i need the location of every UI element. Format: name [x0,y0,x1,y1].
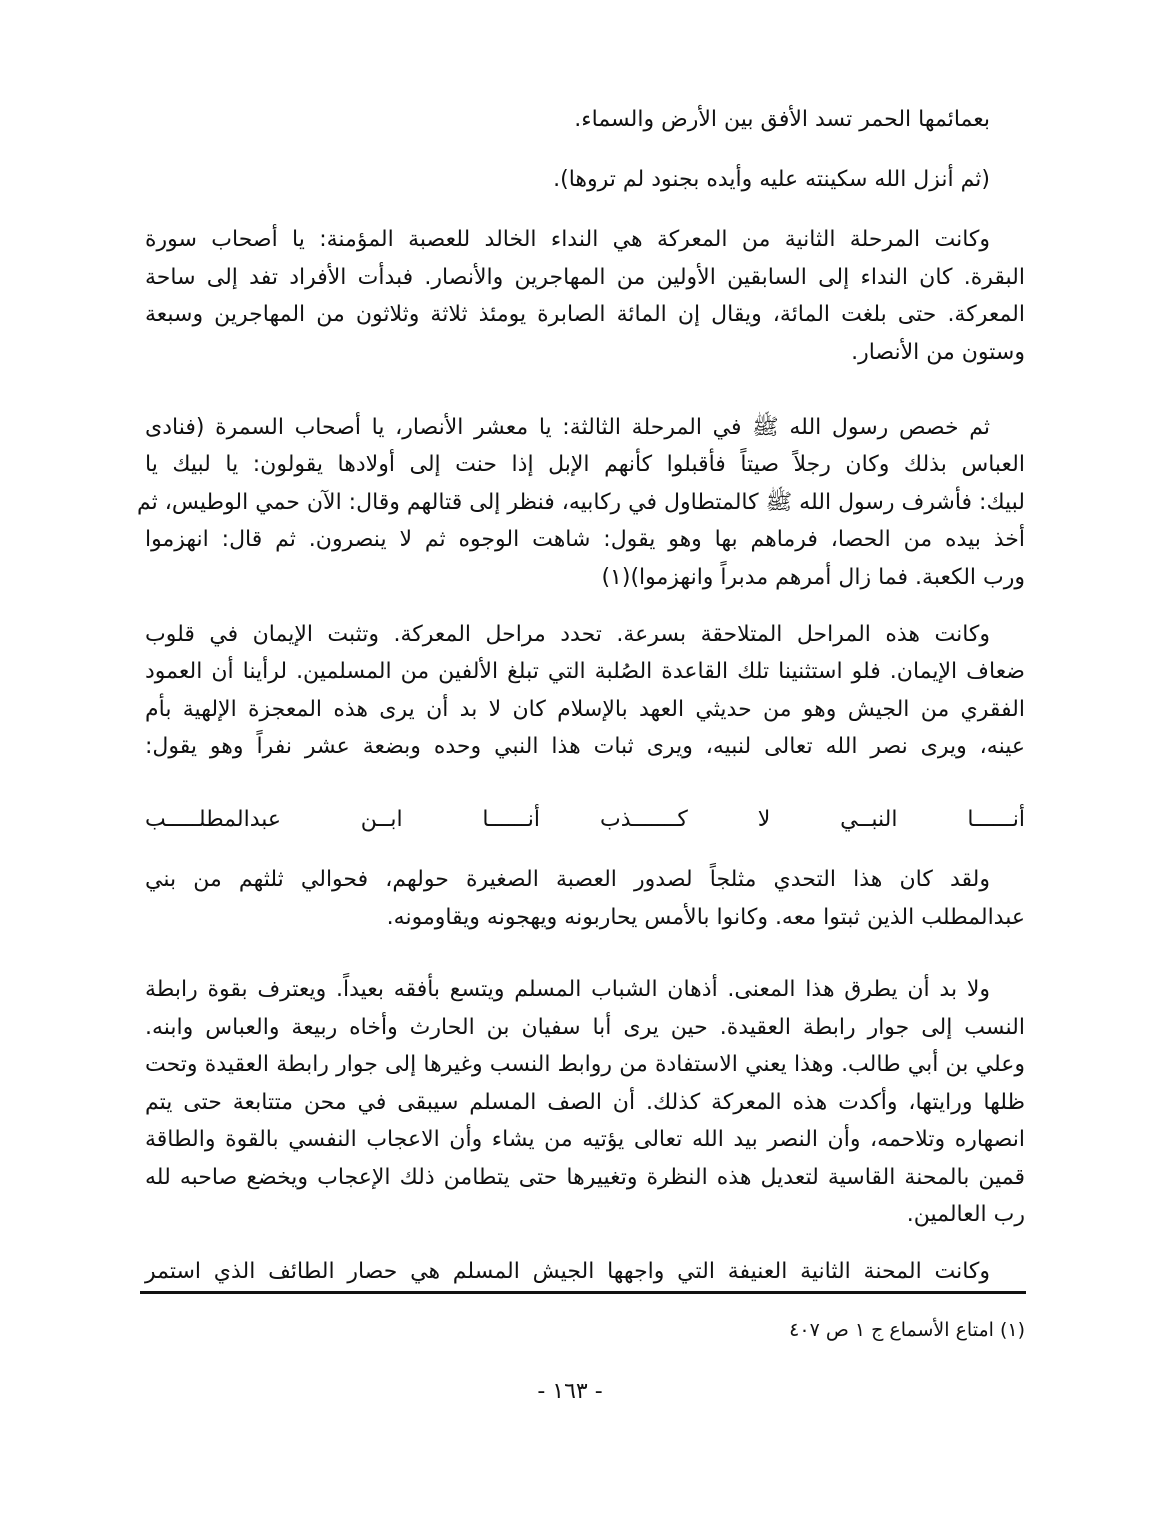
text-line: أخذ بيده من الحصا، فرماهم بها وهو يقول: شاهت الوجوه ثم لا ينصرون. ثم قال: انهزموا [145,527,1025,552]
text-line: قمين بالمحنة القاسية لتعديل هذه النظرة وتغييرها حتى يتطامن ذلك الإعجاب ويخضع صاحبه لله [145,1165,1025,1190]
text-line: الفقري من الجيش وهو من حديثي العهد بالإسلام كان لا بد أن يرى هذه المعجزة الإلهية بأم [145,697,1025,722]
verse-second-hemistich: أنــــــا ابــن عبدالمطلـــــب [145,807,540,832]
footnote-divider [140,1291,1026,1294]
text-line: رب العالمين. [906,1202,1025,1227]
text-line: ثم خصص رسول الله ﷺ في المرحلة الثالثة: يا معشر الأنصار، يا أصحاب السمرة (فنادى [145,415,990,440]
text-line: ظلها ورايتها، وأكدت هذه المعركة كذلك. أن الصف المسلم سيبقى في محن متتابعة حتى يتم [145,1090,1025,1115]
text-line: انصهاره وتلاحمه، وأن النصر بيد الله تعالى يؤتيه من يشاء وأن الاعجاب النفسي بالقوة والطاقة [145,1127,1025,1152]
text-line: العباس بذلك وكان رجلاً صيتاً فأقبلوا كأنهم الإبل إذا حنت إلى أولادها يقولون: يا لبيك يا [145,452,1025,477]
page-number: - ١٦٣ - [537,1379,603,1404]
text-line: ورب الكعبة. فما زال أمرهم مدبراً وانهزموا)(١) [601,565,1025,590]
text-line: النسب إلى جوار رابطة العقيدة. حين يرى أبا سفيان بن الحارث وأخاه ربيعة والعباس وابنه. [145,1015,1025,1040]
text-line: وكانت هذه المراحل المتلاحقة بسرعة. تحدد مراحل المعركة. وتثبت الإيمان في قلوب [145,622,990,647]
text-line: البقرة. كان النداء إلى السابقين الأولين من المهاجرين والأنصار. فبدأت الأفراد تفد إلى ساحة [145,265,1025,290]
text-line: ولا بد أن يطرق هذا المعنى. أذهان الشباب المسلم ويتسع بأفقه بعيداً. ويعترف بقوة رابطة [145,977,990,1002]
text-line: وعلي بن أبي طالب. وهذا يعني الاستفادة من روابط النسب وغيرها إلى جوار رابطة العقيدة وتحت [145,1052,1025,1077]
text-line: ولقد كان هذا التحدي مثلجاً لصدور العصبة الصغيرة حولهم، فحوالي ثلثهم من بني [145,867,990,892]
quran-quote: (ثم أنزل الله سكينته عليه وأيده بجنود لم تروها). [553,167,990,192]
text-line: وستون من الأنصار. [851,340,1025,365]
verse-first-hemistich: أنــــــا النبــي لا كـــــــذب [600,807,1025,832]
text-line: وكانت المحنة الثانية العنيفة التي واجهها الجيش المسلم هي حصار الطائف الذي استمر [145,1259,990,1284]
text-line: لبيك: فأشرف رسول الله ﷺ كالمتطاول في ركابيه، فنظر إلى قتالهم وقال: الآن حمي الوطيس، ثم [136,490,1025,515]
text-line: ضعاف الإيمان. فلو استثنينا تلك القاعدة الصُلبة التي تبلغ الألفين من المسلمين. لرأينا أن العمود [145,659,1025,684]
footnote: (١) امتاع الأسماع ج ١ ص ٤٠٧ [789,1319,1025,1341]
text-line: بعمائمها الحمر تسد الأفق بين الأرض والسماء. [574,107,990,132]
text-line: عبدالمطلب الذين ثبتوا معه. وكانوا بالأمس يحاربونه ويهجونه ويقاومونه. [386,905,1025,930]
text-line: عينه، ويرى نصر الله تعالى لنبيه، ويرى ثبات هذا النبي وحده وبضعة عشر نفراً وهو يقول: [145,734,1025,759]
text-line: وكانت المرحلة الثانية من المعركة هي النداء الخالد للعصبة المؤمنة: يا أصحاب سورة [145,227,990,252]
text-line: المعركة. حتى بلغت المائة، ويقال إن المائة الصابرة يومئذ ثلاثة وثلاثون من المهاجرين وسبعة [145,302,1025,327]
